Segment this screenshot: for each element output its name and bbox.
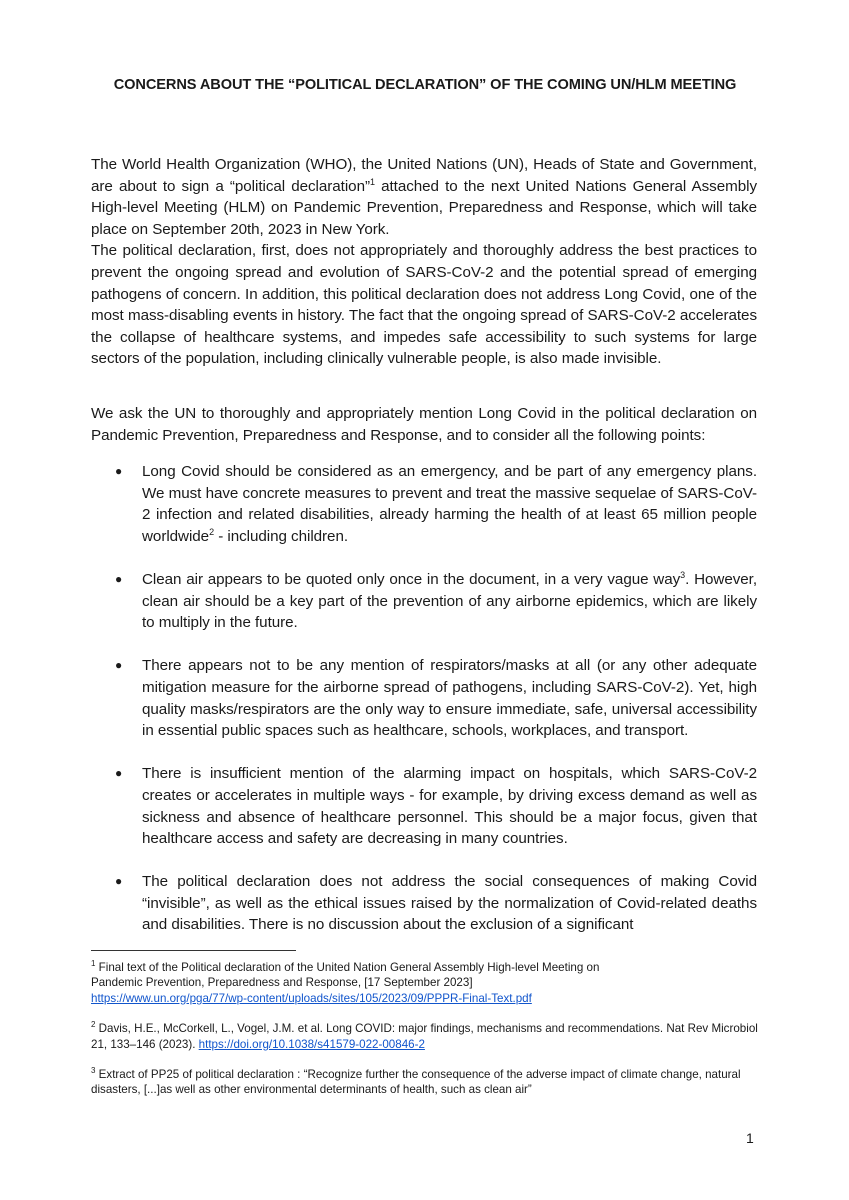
request-paragraph: We ask the UN to thoroughly and appropriately mention Long Covid in the political declaration on Pandemic Prevention, Preparedness and Response, and to consider all the following points:: [91, 405, 757, 444]
list-item: [91, 763, 757, 849]
footnote-ref-2[interactable]: 2: [209, 526, 215, 537]
footnote-text: Extract of PP25 of political declaration : “Recognize further the consequence of the adverse impact of climate change, natural disasters, [...]as well as other environmental determinants of health, such as clean air”: [91, 1068, 741, 1097]
intro-text: The World Health Organization (WHO), the United Nations (UN), Heads of State and Government, are about to sign a “political declaration”: [91, 156, 757, 195]
footnote-text-cont: Pandemic Prevention, Preparedness and Response, [17 September 2023]: [91, 976, 473, 990]
list-item: [91, 461, 757, 547]
list-item-text: Clean air appears to be quoted only once in the document, in a very vague way: [142, 570, 681, 588]
bullet-icon: ●: [115, 658, 123, 673]
footnote-1: [91, 960, 761, 1006]
footnote-1-link[interactable]: https://www.un.org/pga/77/wp-content/uploads/sites/105/2023/09/PPPR-Final-Text.pdf: [91, 991, 532, 1005]
list-item: [91, 655, 757, 741]
footnote-text: Final text of the Political declaration of the United Nation General Assembly High-level Meeting on: [95, 961, 600, 974]
footnote-2-link[interactable]: https://doi.org/10.1038/s41579-022-00846-2: [198, 1037, 425, 1051]
footnote-divider: [91, 950, 296, 951]
list-item-text: There is insufficient mention of the alarming impact on hospitals, which SARS-CoV-2 creates or accelerates in multiple ways - for example, by driving excess demand as well as sickness and absence of healthcare personnel. This should be a major focus, given that healthcare access and safety are decreasing in many countries.: [142, 765, 757, 848]
list-item: [91, 569, 757, 634]
intro-paragraph-2: The political declaration, first, does not appropriately and thoroughly address the best practices to prevent the ongoing spread and evolution of SARS-CoV-2 and the potential spread of emerging pathogens of concern. In addition, this political declaration does not address Long Covid, one of the most mass-disabling events in history. The fact that the ongoing spread of SARS-CoV-2 accelerates the collapse of healthcare systems, and impedes safe accessibility to such systems for large sectors of the population, including clinically vulnerable people, is also made invisible.: [91, 242, 757, 368]
bullet-icon: ●: [115, 571, 123, 586]
page-number: 1: [746, 1130, 754, 1146]
bullet-icon: ●: [115, 874, 123, 889]
list-item-text: There appears not to be any mention of respirators/masks at all (or any other adequate mitigation measure for the airborne spread of pathogens, including SARS-CoV-2). Yet, high quality masks/respirators are the only way to ensure immediate, safe, universal accessibility in essential public spaces such as healthcare, schools, workplaces, and transport.: [142, 657, 757, 740]
list-item: [91, 871, 757, 936]
list-item-text-cont: . However, clean air should be a key part of the prevention of any airborne epidemics, which are likely to multiply in the future.: [142, 570, 757, 632]
footnote-3: [91, 1067, 761, 1098]
intro-section: [91, 154, 757, 370]
footnotes: [91, 960, 761, 1113]
list-item-text-cont: - including children.: [214, 527, 349, 545]
intro-text-cont: attached to the next United Nations General Assembly High-level Meeting (HLM) on Pandemic Prevention, Preparedness and Response, which will take place on September 20th, 2023 in New York.: [91, 177, 757, 238]
footnote-number: 1: [91, 959, 96, 968]
intro-paragraph-1: [91, 154, 757, 240]
footnote-text: Davis, H.E., McCorkell, L., Vogel, J.M. et al. Long COVID: major findings, mechanisms and recommendations. Nat Rev Microbiol 21, 133–146 (2023).: [91, 1022, 758, 1051]
footnote-ref-3[interactable]: 3: [680, 569, 686, 580]
footnote-ref-1[interactable]: 1: [369, 176, 375, 187]
bullet-icon: ●: [115, 464, 123, 478]
footnote-number: 3: [91, 1066, 96, 1076]
bullet-icon: ●: [115, 766, 123, 781]
footnote-2: [91, 1021, 761, 1052]
document-title: CONCERNS ABOUT THE “POLITICAL DECLARATION” OF THE COMING UN/HLM MEETING: [113, 77, 737, 93]
list-item-text: The political declaration does not address the social consequences of making Covid “invisible”, as well as the ethical issues raised by the normalization of Covid-related deaths and disabilities. There is no discussion about the exclusion of a significant: [142, 873, 757, 934]
footnote-number: 2: [91, 1020, 96, 1030]
concerns-list: [91, 461, 757, 958]
list-item-text: Long Covid should be considered as an emergency, and be part of any emergency plans. We must have concrete measures to prevent and treat the massive sequelae of SARS-CoV-2 infection and related disabilities, already harming the health of at least 65 million people worldwide: [142, 463, 757, 545]
